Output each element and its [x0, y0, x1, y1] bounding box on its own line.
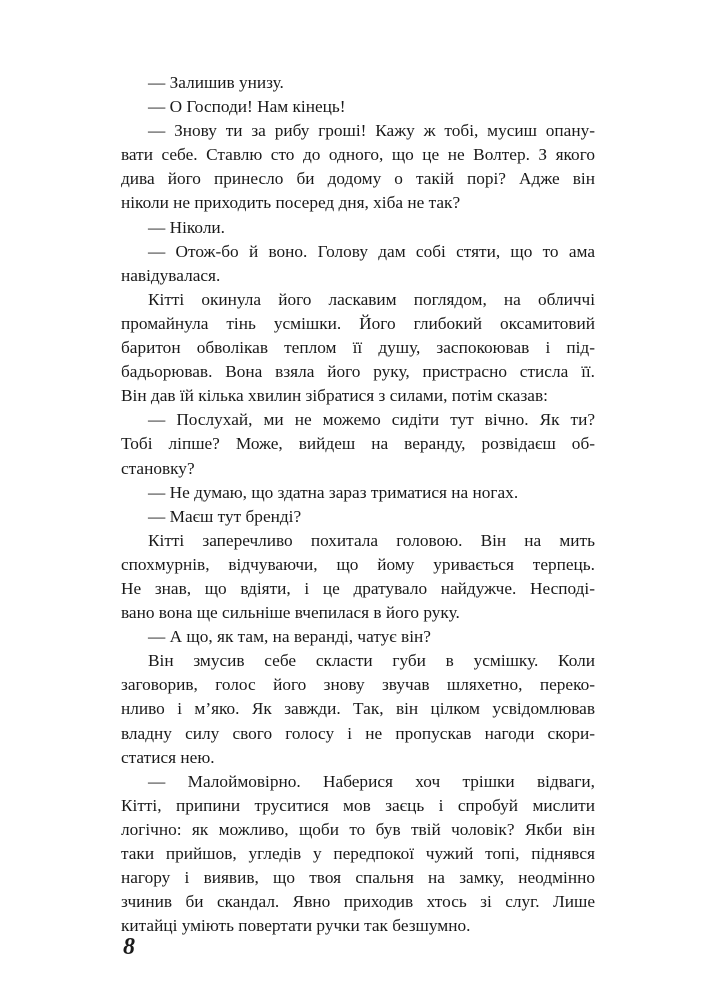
text-line: Кітті окинула його ласкавим поглядом, на обличчі	[148, 289, 595, 309]
text-line: — Залишив унизу.	[148, 73, 284, 92]
text-line: промайнула тінь усмішки. Його глибокий оксамитовий	[121, 313, 595, 333]
text-line: Він дав їй кілька хвилин зібратися з силами, потім сказав:	[121, 386, 548, 406]
text-line: — Отож-бо й воно. Голову дам собі стяти, що то ама	[148, 241, 595, 261]
text-line: зчинив би скандал. Явно приходив хтось зі слуг. Лише	[121, 892, 595, 912]
text-line: дива його принесло би додому о такій порі? Адже він	[121, 169, 595, 189]
text-line: нагору і виявив, що твоя спальня на замку, неодмінно	[121, 868, 595, 888]
text-line: — О Господи! Нам кінець!	[148, 97, 346, 117]
text-line: становку?	[121, 458, 195, 478]
text-line: — Ніколи.	[148, 217, 226, 237]
text-line: бадьорював. Вона взяла його руку, пристрасно стисла її.	[121, 362, 595, 382]
text-line: Він змусив себе скласти губи в усмішку. Коли	[148, 651, 595, 671]
text-line: — Знову ти за рибу гроші! Кажу ж тобі, мусиш опану-	[148, 121, 595, 141]
text-line: ніколи не приходить посеред дня, хіба не так?	[121, 193, 461, 213]
text-line: вати себе. Ставлю сто до одного, що це не Волтер. З якого	[121, 145, 595, 165]
text-line: вано вона ще сильніше вчепилася в його руку.	[121, 603, 460, 623]
text-line: — Послухай, ми не можемо сидіти тут вічно. Як ти?	[148, 410, 595, 430]
text-line: Не знав, що вдіяти, і це дратувало найдужче. Несподі-	[121, 578, 595, 598]
text-line: нливо і м’яко. Як завжди. Так, він цілком усвідомлював	[121, 699, 595, 719]
text-line: статися нею.	[121, 747, 215, 767]
text-line: Тобі ліпше? Може, вийдеш на веранду, розвідаєш об-	[121, 434, 595, 454]
text-line: — Малоймовірно. Наберися хоч трішки відваги,	[148, 771, 595, 791]
page-text	[121, 71, 595, 938]
text-line: логічно: як можливо, щоби то був твій чоловік? Якби він	[121, 819, 595, 839]
text-line: таки прийшов, угледів у передпокої чужий топі, піднявся	[121, 844, 595, 863]
text-line: владну силу свого голосу і не пропускав нагоди скори-	[121, 723, 595, 743]
text-line: — А що, як там, на веранді, чатує він?	[148, 627, 431, 647]
text-line: баритон обволікав теплом її душу, заспокоював і під-	[121, 338, 595, 358]
page-number: 8	[123, 934, 135, 960]
text-line: китайці уміють повертати ручки так безшумно.	[121, 916, 471, 936]
text-line: заговорив, голос його знову звучав шляхетно, переко-	[121, 675, 595, 695]
text-line: навідувалася.	[121, 265, 221, 285]
text-line: — Не думаю, що здатна зараз триматися на ногах.	[148, 482, 519, 502]
text-line: Кітті заперечливо похитала головою. Він на мить	[148, 530, 595, 550]
text-line: — Маєш тут бренді?	[148, 506, 302, 526]
text-line: Кітті, припини труситися мов заєць і спробуй мислити	[121, 795, 595, 815]
text-line: спохмурнів, відчуваючи, що йому уривається терпець.	[121, 554, 595, 574]
